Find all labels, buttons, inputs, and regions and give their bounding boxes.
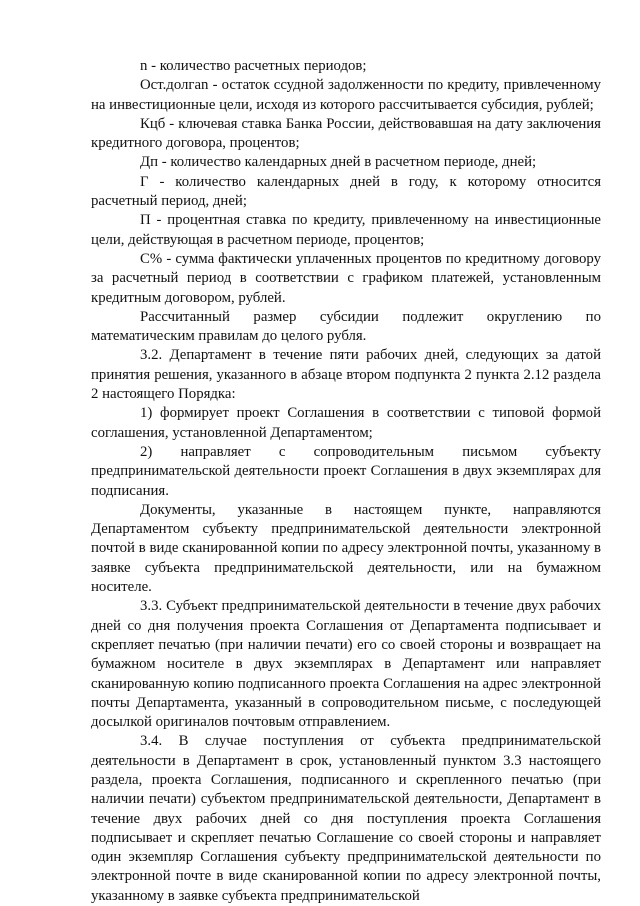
paragraph-p-definition: П - процентная ставка по кредиту, привлеченному на инвестиционные цели, действующая в расчетном периоде, процентов;	[91, 212, 601, 248]
paragraph-3-2-item-1: 1) формирует проект Соглашения в соответствии с типовой формой соглашения, установленной Департаментом;	[91, 405, 601, 441]
paragraph-ost-dolg-definition: Ост.долгаn - остаток ссудной задолженности по кредиту, привлеченному на инвестиционные цели, исходя из которого рассчитывается субсидия, рублей;	[91, 77, 601, 113]
paragraph-section-3-2: 3.2. Департамент в течение пяти рабочих дней, следующих за датой принятия решения, указанного в абзаце втором подпункта 2 пункта 2.12 раздела 2 настоящего Порядка:	[91, 347, 601, 403]
paragraph-documents-sending: Документы, указанные в настоящем пункте, направляются Департаментом субъекту предпринимательской деятельности электронной почтой в виде сканированной копии по адресу электронной почты, указанному в заявке субъекта предпринимательской деятельности, или на бумажном носителе.	[91, 501, 601, 596]
paragraph-3-2-item-2: 2) направляет с сопроводительным письмом субъекту предпринимательской деятельности проект Соглашения в двух экземплярах для подписания.	[91, 443, 601, 499]
paragraph-c-percent-definition: С% - сумма фактически уплаченных процентов по кредитному договору за расчетный период в соответствии с графиком платежей, установленным кредитным договором, рублей.	[91, 250, 601, 306]
paragraph-section-3-4: 3.4. В случае поступления от субъекта предпринимательской деятельности в Департамент в срок, установленный пунктом 3.3 настоящего раздела, проекта Соглашения, подписанного и скрепленного печатью (при наличии печати) субъектом предпринимательской деятельности, Департамент в течение двух рабочих дней со дня поступления проекта Соглашения подписывает и скрепляет печатью Соглашение со своей стороны и направляет один экземпляр Соглашения субъекту предпринимательской деятельности по электронной почте в виде сканированной копии по адресу электронной почты, указанному в заявке субъекта предпринимательской	[91, 733, 601, 904]
paragraph-section-3-3: 3.3. Субъект предпринимательской деятельности в течение двух рабочих дней со дня получения проекта Соглашения от Департамента подписывает и скрепляет печатью (при наличии печати) его со своей стороны и возвращает на бумажном носителе в двух экземплярах в Департамент или направляет сканированную копию подписанного проекта Соглашения на адрес электронной почты Департамента, указанный в сопроводительном письме, с последующей досылкой оригиналов почтовым отправлением.	[91, 598, 601, 731]
paragraph-dp-definition: Дп - количество календарных дней в расчетном периоде, дней;	[140, 154, 537, 171]
paragraph-rounding-rule: Рассчитанный размер субсидии подлежит округлению по математическим правилам до целого рубля.	[91, 308, 601, 345]
paragraph-kcb-definition: Кцб - ключевая ставка Банка России, действовавшая на дату заключения кредитного договора, процентов;	[91, 115, 601, 152]
paragraph-g-definition: Г - количество календарных дней в году, к которому относится расчетный период, дней;	[91, 173, 601, 210]
paragraph-n-definition: n - количество расчетных периодов;	[140, 58, 367, 74]
document-body	[91, 57, 601, 906]
